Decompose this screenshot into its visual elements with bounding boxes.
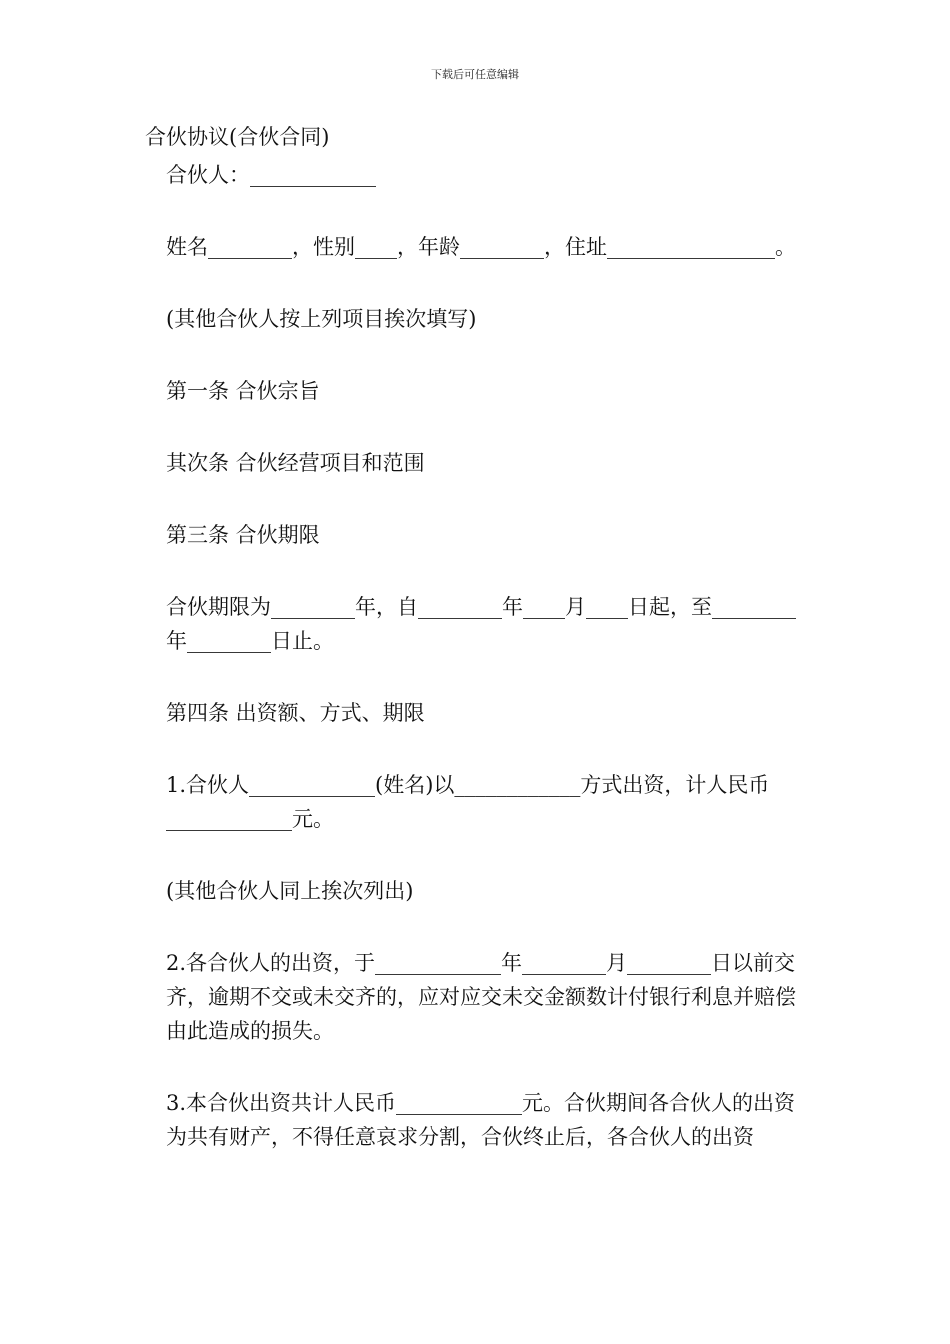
partner-info: 姓名________，性别____，年龄________，住址________________。 — [166, 235, 796, 259]
page-header: 下载后可任意编辑 — [431, 68, 519, 81]
document-body — [145, 120, 810, 1154]
contribution-clause-2: 2.各合伙人的出资，于____________年________月________日以前交齐，逾期不交或未交齐的，应对应交未交金额数计付银行利息并赔偿由此造成的损失。 — [166, 951, 796, 1043]
article-2-heading: 其次条 合伙经营项目和范围 — [166, 451, 425, 475]
article-4-heading: 第四条 出资额、方式、期限 — [166, 701, 425, 725]
contribution-clause-1: 1.合伙人____________(姓名)以____________方式出资，计人民币____________元。 — [166, 773, 770, 831]
contribution-clause-3: 3.本合伙出资共计人民币____________元。合伙期间各合伙人的出资 为共有财产，不得任意哀求分割，合伙终止后，各合伙人的出资 — [166, 1091, 796, 1149]
article-3-heading: 第三条 合伙期限 — [166, 523, 320, 547]
other-partners-note: (其他合伙人按上列项目挨次填写) — [166, 307, 477, 331]
other-partners-note-2: (其他合伙人同上挨次列出) — [166, 879, 414, 903]
document-title: 合伙协议(合伙合同) — [145, 125, 330, 149]
term-paragraph: 合伙期限为________年，自________年____月____日起，至________年________日止。 — [166, 595, 796, 653]
article-1-heading: 第一条 合伙宗旨 — [166, 379, 320, 403]
partner-line: 合伙人：____________ — [166, 163, 376, 187]
